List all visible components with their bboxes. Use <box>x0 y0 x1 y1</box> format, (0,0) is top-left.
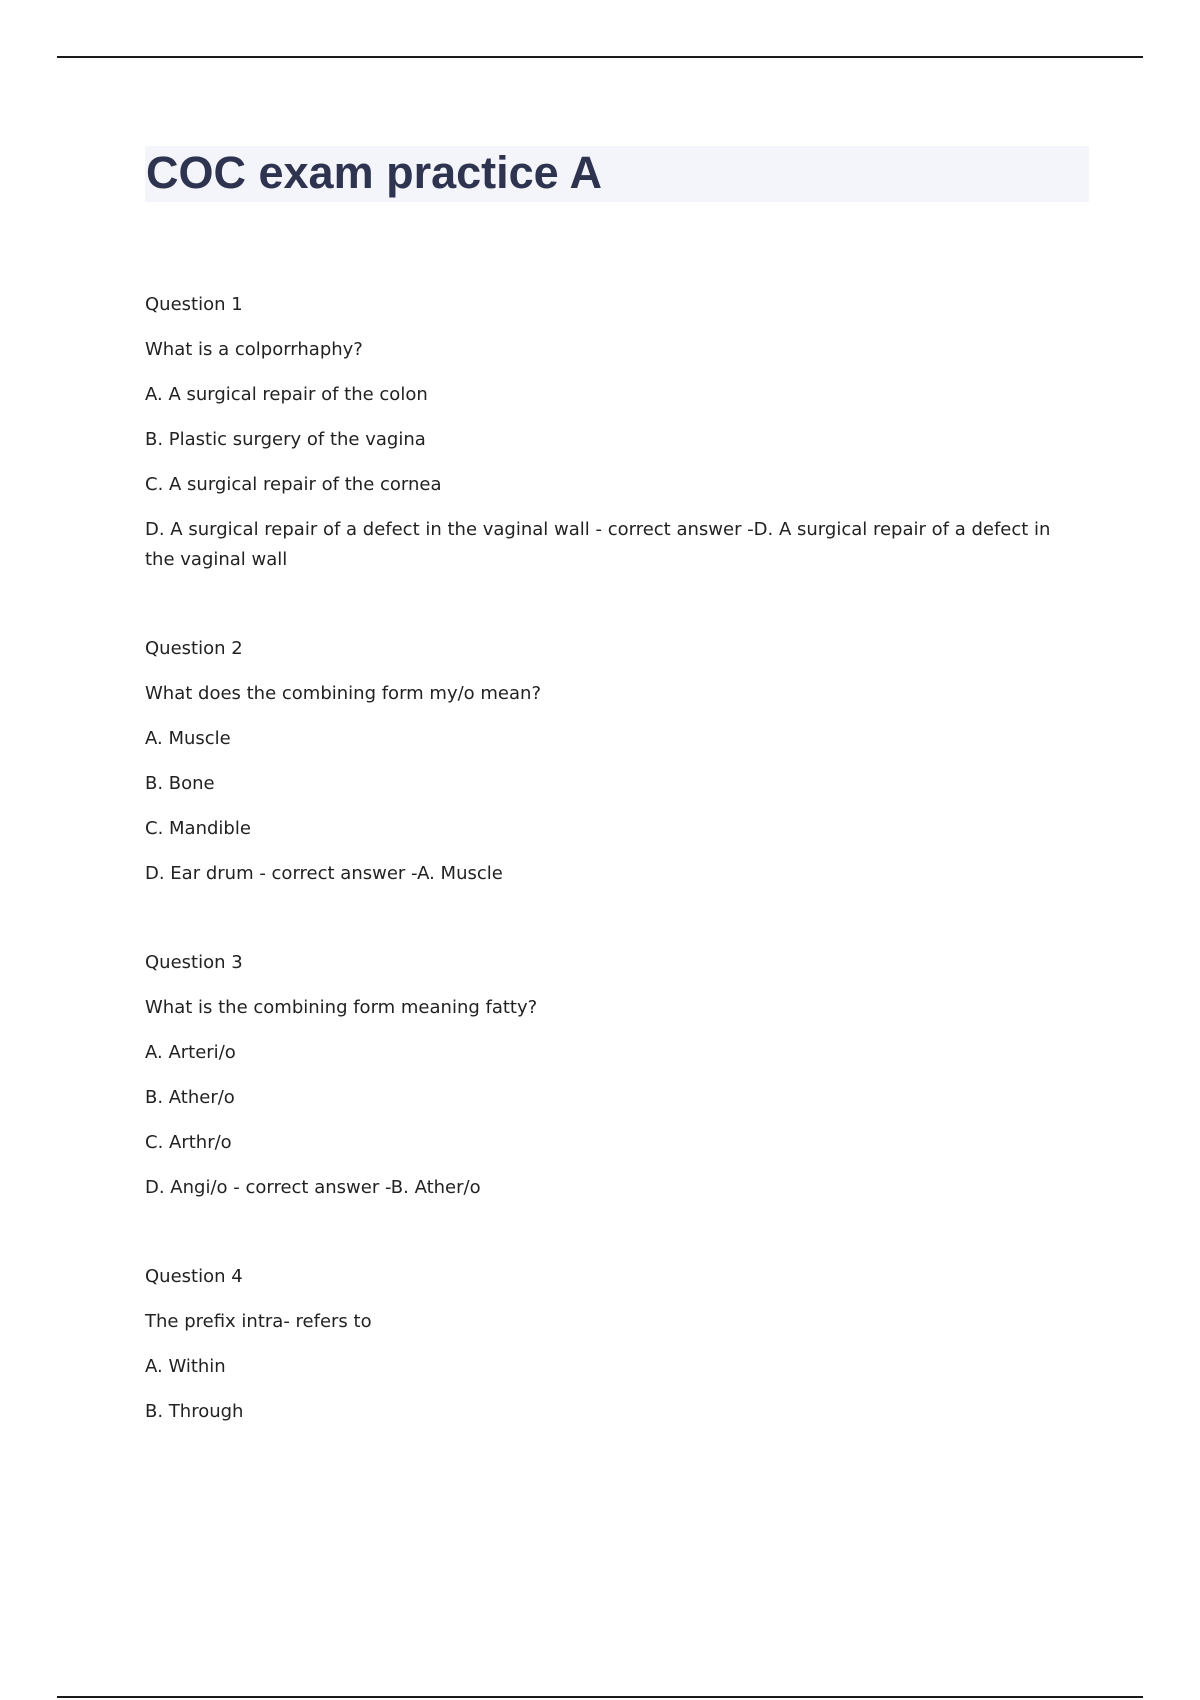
question-prompt: What does the combining form my/o mean? <box>145 683 541 704</box>
answer-option: B. Bone <box>145 773 215 794</box>
answer-option: C. Mandible <box>145 818 251 839</box>
question-number: Question 1 <box>145 294 243 315</box>
answer-option: A. Muscle <box>145 728 231 749</box>
question-prompt: What is a colporrhaphy? <box>145 339 363 360</box>
answer-option: A. A surgical repair of the colon <box>145 384 428 405</box>
question-block <box>145 948 1075 1203</box>
question-block <box>145 634 1075 889</box>
question-number: Question 3 <box>145 952 243 973</box>
question-prompt: The prefix intra- refers to <box>145 1311 372 1332</box>
question-block <box>145 1262 1075 1427</box>
question-number: Question 4 <box>145 1266 243 1287</box>
answer-option: B. Ather/o <box>145 1087 235 1108</box>
answer-option: A. Arteri/o <box>145 1042 236 1063</box>
answer-option: C. A surgical repair of the cornea <box>145 474 442 495</box>
answer-option: D. Ear drum - correct answer -A. Muscle <box>145 863 503 884</box>
document-title: COC exam practice A <box>146 147 603 198</box>
bottom-rule <box>57 1696 1143 1698</box>
answer-option: A. Within <box>145 1356 226 1377</box>
question-block <box>145 290 1075 575</box>
question-list <box>145 290 1075 1427</box>
answer-option: D. Angi/o - correct answer -B. Ather/o <box>145 1177 481 1198</box>
answer-option: C. Arthr/o <box>145 1132 232 1153</box>
answer-option: D. A surgical repair of a defect in the vaginal wall - correct answer -D. A surgical repair of a defect in the vaginal wall <box>145 519 1051 570</box>
answer-option: B. Through <box>145 1401 244 1422</box>
question-prompt: What is the combining form meaning fatty? <box>145 997 538 1018</box>
answer-option: B. Plastic surgery of the vagina <box>145 429 426 450</box>
top-rule <box>57 56 1143 58</box>
question-number: Question 2 <box>145 638 243 659</box>
